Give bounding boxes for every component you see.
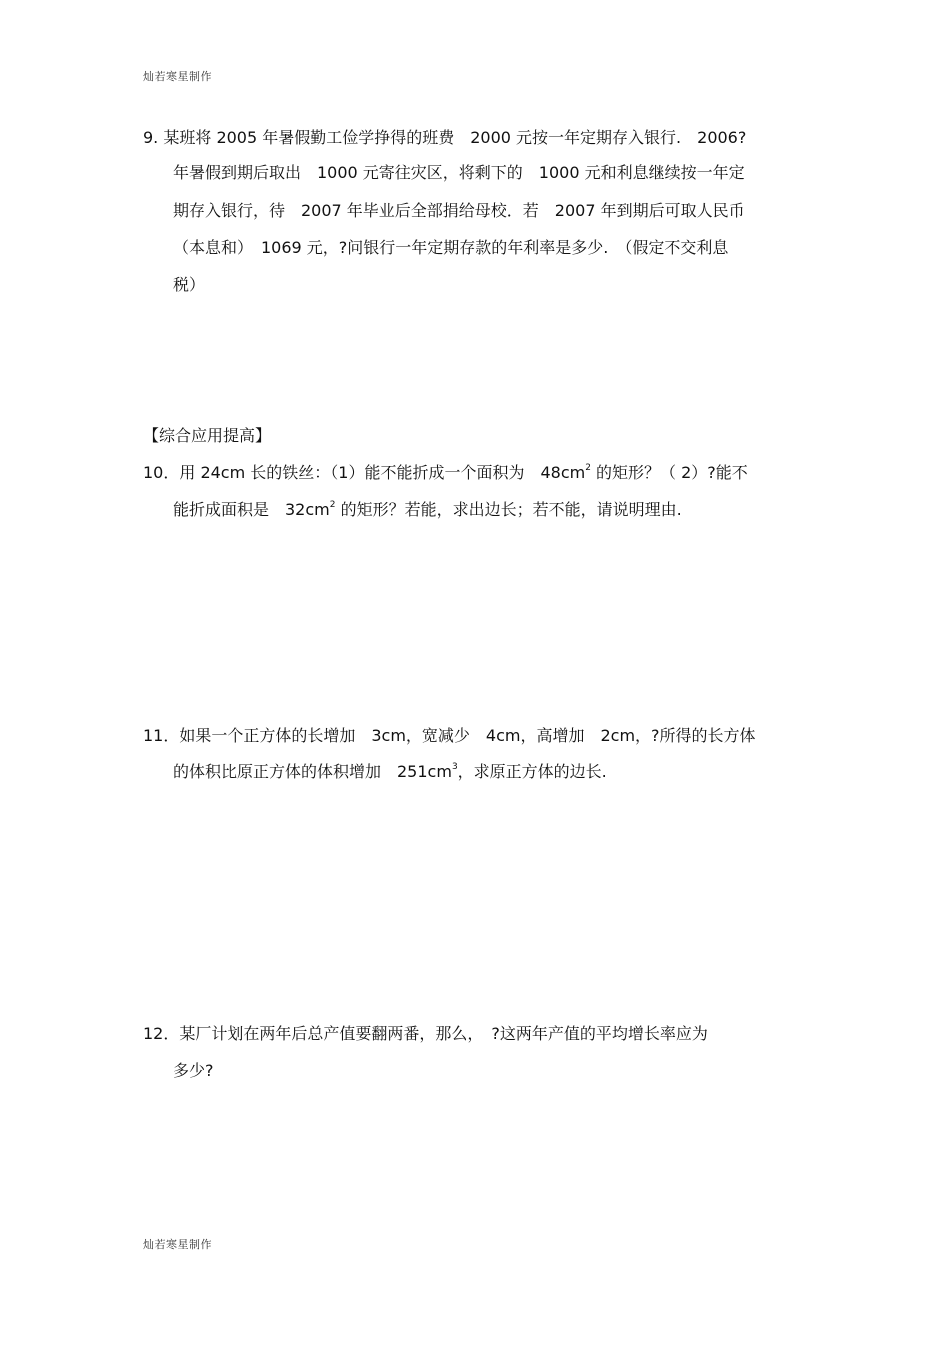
- page-footer: 灿若寒星制作: [143, 1238, 212, 1251]
- q9-line-3: 期存入银行，待 2007 年毕业后全部捐给母校．若 2007 年到期后可取人民币: [173, 201, 745, 220]
- q12-line-1: 12．某厂计划在两年后总产值要翻两番，那么， ?这两年产值的平均增长率应为: [143, 1024, 708, 1043]
- q11-line-2-exponent: 3: [451, 762, 458, 772]
- q10-line-2: [173, 500, 682, 520]
- q9-line-2: 年暑假到期后取出 1000 元寄往灾区，将剩下的 1000 元和利息继续按一年定: [173, 163, 745, 182]
- q11-line-1: 11．如果一个正方体的长增加 3cm，宽减少 4cm，高增加 2cm，?所得的长方体: [143, 726, 756, 745]
- q10-line-1-exponent: 2: [585, 463, 591, 473]
- q9-line-4: （本息和） 1069 元，?问银行一年定期存款的年利率是多少. （假定不交利息: [173, 238, 729, 257]
- q10-line-1-text: 10．用 24cm 长的铁丝：（1）能不能折成一个面积为 48cm: [143, 463, 586, 482]
- section-title: 【综合应用提高】: [143, 426, 272, 445]
- q10-line-2-exponent: 2: [329, 500, 336, 510]
- q9-line-5: 税）: [173, 275, 206, 294]
- q10-line-1-tail: 的矩形？（ 2）?能不: [590, 463, 748, 482]
- page-header: 灿若寒星制作: [143, 70, 212, 83]
- q9-line-1: 9. 某班将 2005 年暑假勤工俭学挣得的班费 2000 元按一年定期存入银行. 2006?: [143, 128, 747, 147]
- q12-line-2: 多少?: [173, 1061, 214, 1080]
- q11-line-2-tail: ，求原正方体的边长.: [457, 762, 607, 781]
- q11-line-2-text: 的体积比原正方体的体积增加 251cm: [173, 762, 452, 781]
- q10-line-1: [143, 463, 748, 483]
- q11-line-2: [173, 762, 607, 782]
- q10-line-2-text: 能折成面积是 32cm: [173, 500, 330, 519]
- q10-line-2-tail: 的矩形？若能，求出边长；若不能，请说明理由.: [335, 500, 682, 519]
